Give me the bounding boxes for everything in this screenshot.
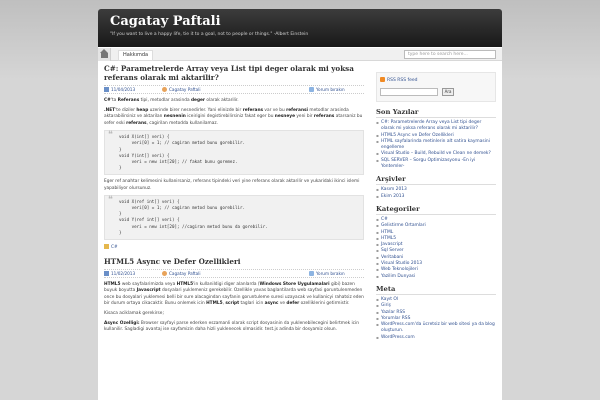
widget-title: Arşivler <box>376 175 496 185</box>
widget-title: Kategoriler <box>376 205 496 215</box>
post-date[interactable]: 11/02/2013 <box>111 270 136 276</box>
main-container <box>98 61 502 400</box>
rss-feed <box>380 77 492 84</box>
list-item-link[interactable]: Javascript <box>381 242 403 248</box>
search-button[interactable]: Ara <box>442 88 454 96</box>
list-item-link[interactable]: Sql Server <box>381 248 404 254</box>
list-item <box>376 322 496 335</box>
list-item-link[interactable]: Gelistirme Ortamlari <box>381 223 426 229</box>
rss-search-box <box>376 72 496 102</box>
rss-feed-link[interactable] <box>387 78 418 83</box>
site-title[interactable]: Cagatay Paftali <box>110 14 221 29</box>
list-item-link[interactable]: HTML5 <box>381 235 397 241</box>
list-item-link[interactable]: Web Teknolojileri <box>381 267 418 273</box>
code-line: veri[0] = 1; // cagiran metod bunu gorebilir. <box>119 205 246 211</box>
category-link[interactable]: C# <box>111 244 118 250</box>
list-item-link[interactable]: Ekim 2013 <box>381 193 405 199</box>
post-paragraph: Kisaca aciklamak gerekirse; <box>104 311 164 317</box>
code-block <box>104 195 364 240</box>
list-item-link[interactable]: Kasım 2013 <box>381 187 407 193</box>
list-item <box>376 158 496 171</box>
comment-icon <box>309 87 314 92</box>
code-line: void Y(ref int[] veri) { <box>119 217 180 223</box>
code-line: } <box>119 229 122 235</box>
list-item <box>376 335 496 341</box>
post-category <box>104 244 364 251</box>
list-item-link[interactable]: WordPress.com <box>381 334 415 340</box>
calendar-icon <box>104 271 109 276</box>
post-meta <box>104 85 364 94</box>
code-lines <box>119 134 359 171</box>
code-line: void X(int[] veri) { <box>119 134 170 140</box>
post-meta <box>104 269 364 278</box>
sidebar-search <box>380 88 492 97</box>
post-paragraph: Async Ozelligi: Browser sayfayi parse ederken eszamanli olarak script dosyasinin da yuklenebilecegini belirtmek icin kullanilir. Sagladigi avantaj ise sayfamizin daha hizli yuklenecek olmasidir. test.js adinda bir dosyamiz olsun. <box>104 320 359 333</box>
folder-icon <box>104 244 109 249</box>
post-title[interactable]: C#: Parametrelerde Array veya List tipi deger olarak mi yoksa referans olarak mi aktarilir? <box>104 64 354 82</box>
list-item-link[interactable]: HTML sayfalarinda metinlerin alt satira kaymasini engelleme <box>381 138 490 151</box>
sidebar-search-input[interactable] <box>380 88 438 96</box>
post-author[interactable]: Cagatay Paftali <box>169 87 201 92</box>
widget-title: Meta <box>376 285 496 295</box>
post-paragraph: Eger ref anahtar kelimesini kullanirsaniz, referans tipindeki veri yine referans olarak aktarilir ve yukaridaki ikinci islemi yapabiliyor olursunuz. <box>104 178 360 191</box>
list-item-link[interactable]: WordPress.com'da ücretsiz bir web sitesi ya da blog oluşturun. <box>381 322 495 334</box>
list-item <box>376 194 496 200</box>
code-block <box>104 130 364 175</box>
rss-prefix: RSS <box>387 78 396 83</box>
site-header <box>98 9 502 47</box>
archives-list <box>376 187 496 200</box>
list-item-link[interactable]: HTML <box>381 229 394 235</box>
home-icon[interactable] <box>98 48 111 61</box>
quote-icon: ❝ <box>108 130 113 141</box>
list-item-link[interactable]: C# <box>381 216 388 222</box>
code-lines <box>119 199 359 236</box>
rss-icon <box>380 77 385 82</box>
code-line: } <box>119 146 122 152</box>
comment-link[interactable]: Yorum bırakın <box>316 270 345 276</box>
post <box>104 257 364 334</box>
list-item-link[interactable]: C#: Parametrelerde Array veya List tipi deger olarak mi yoksa referans olarak mi aktarilir? <box>381 120 482 132</box>
list-item <box>376 274 496 280</box>
post-paragraph: C#'ta Referans tipi, metodlar arasinda deger olarak aktarilir. <box>104 98 239 103</box>
post-date[interactable]: 11/04/2013 <box>111 87 136 92</box>
code-line: veri = new int[20]; // fakat bunu goremez. <box>119 158 238 164</box>
list-item-link[interactable]: SQL SERVER – Sorgu Optimizasyonu -En iyi Yontemler- <box>381 157 476 170</box>
nav-bar <box>98 47 502 61</box>
nav-item-hakkimda[interactable]: Hakkımda <box>118 50 153 61</box>
categories-list <box>376 217 496 280</box>
recent-posts-list <box>376 120 496 170</box>
calendar-icon <box>104 87 109 92</box>
list-item-link[interactable]: Yazilim Dunyasi <box>381 273 416 279</box>
list-item <box>376 120 496 133</box>
author-icon <box>162 87 167 92</box>
sidebar <box>376 72 496 346</box>
post <box>104 64 364 251</box>
list-item-link[interactable]: Giriş <box>381 303 391 309</box>
code-line: } <box>119 211 122 217</box>
code-line: void X(ref int[] veri) { <box>119 199 180 205</box>
posts-column <box>104 64 364 337</box>
blog-wrapper <box>98 9 502 400</box>
post-title[interactable]: HTML5 Async ve Defer Ozellikleri <box>104 256 241 266</box>
comment-link[interactable]: Yorum bırakın <box>316 87 345 92</box>
header-search-input[interactable]: type here to search here... <box>404 50 496 59</box>
code-line: void Y(int[] veri) { <box>119 152 170 158</box>
code-line: } <box>119 164 122 170</box>
meta-list <box>376 297 496 341</box>
list-item-link[interactable]: Yazılar RSS <box>381 309 406 315</box>
list-item-link[interactable]: Visual Studio – Build, Rebuild ve Clean ne demek? <box>381 151 491 157</box>
widget-title: Son Yazılar <box>376 108 496 118</box>
author-icon <box>162 271 167 276</box>
quote-icon: ❝ <box>108 195 113 206</box>
post-paragraph: HTML5 web sayfalarimizda veya HTML5'in kullanildigi diger alanlarda (Windows Store Uygulamalari gibi) bazen buyuk boyutta Javascript dosyalari yuklemeniz gerekebilir. Ozellikle yavas baglantilarda web sayfasi goruntulenmeden once bu dosyalari yuklemesi belli bir sure alacagindan sayfanin goruntuleme suresi uzayacak ve kullanicyi rahatsiz eden bir durum ortaya cikacaktir. Bunu onlemek icin HTML5, script taglari icin async ve defer ozelliklerini getirmistir. <box>104 281 364 307</box>
code-line: veri = new int[20]; //cagiran metod bunu da gorebilir. <box>119 223 268 229</box>
list-item-link[interactable]: Visual Studio 2013 <box>381 261 423 267</box>
post-paragraph: .NET'te diziler heap uzerinde birer nesnedirler. Yani elinizde bir referans var ve bu referansi metodlar arasinda aktarabilirsiniz ve aktarilan nesnenin iceirigini degistirebilirsiniz fakat eger bu nesneye yeni bir referans atarsaniz bu sefer eski referans, cagirilan metodda kullanilamaz. <box>104 107 363 126</box>
post-author[interactable]: Cagatay Paftali <box>169 270 201 276</box>
code-line: veri[0] = 1; // cagiran metod bunu gorebilir. <box>119 140 246 146</box>
list-item-link[interactable]: Yorumlar RSS <box>381 315 411 321</box>
list-item <box>376 139 496 152</box>
list-item-link[interactable]: Kayıt Ol <box>381 296 399 302</box>
rss-label: RSS feed <box>397 78 418 83</box>
site-tagline: "If you want to live a happy life, tie it to a goal, not to people or things." -Albert Einstein <box>110 32 309 37</box>
comment-icon <box>309 271 314 276</box>
list-item-link[interactable]: Veritabani <box>381 254 404 260</box>
list-item-link[interactable]: HTML5 Async ve Defer Ozellikleri <box>381 132 454 138</box>
